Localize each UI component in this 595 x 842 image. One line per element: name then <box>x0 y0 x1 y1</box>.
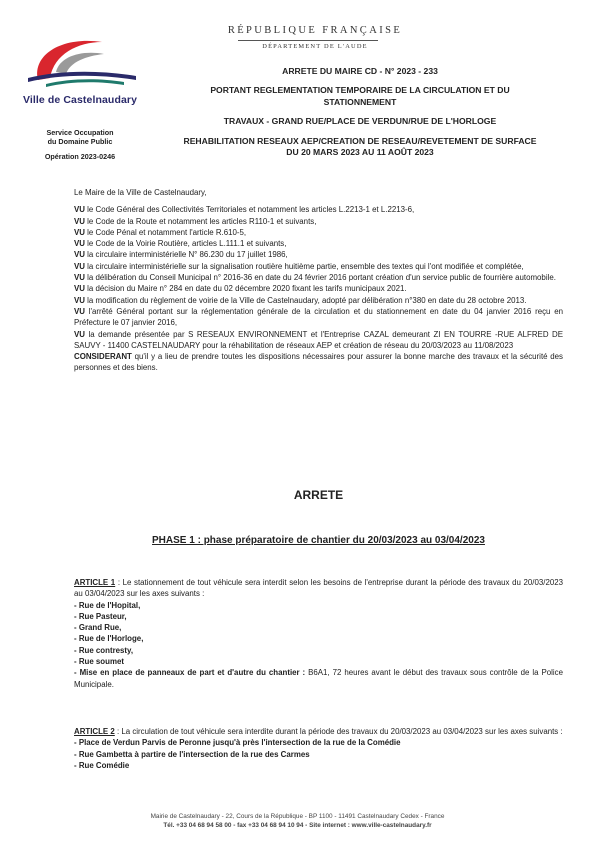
service-line-1: Service Occupation <box>46 128 114 137</box>
vu-text: la circulaire interministérielle sur la signalisation routière huitième partie, ensemble des textes qui l'ont modifiée et complétée, <box>84 261 524 271</box>
footer-address: Mairie de Castelnaudary - 22, Cours de la République - BP 1100 - 11491 Castelnaudary Cedex - France <box>150 813 445 820</box>
vu-text: la demande présentée par S RESEAUX ENVIRONNEMENT et l'Entreprise CAZAL demeurant ZI EN TOURRE -RUE ALFRED DE SAUVY - 11400 CASTELNAUDARY pour la réhabilitation de réseaux AEP et création de réseau du 20/03/2023 au 11/08/2023 <box>74 329 563 350</box>
vu-item <box>74 306 563 329</box>
decree-works: TRAVAUX - GRAND RUE/PLACE DE VERDUN/RUE DE L'HORLOGE <box>223 116 497 127</box>
vu-label: VU <box>74 250 85 260</box>
vu-item <box>74 261 563 272</box>
considerant-label: CONSIDERANT <box>74 352 132 362</box>
vu-text: la délibération du Conseil Municipal n° 2016-36 en date du 24 février 2016 portant création d'un service public de fourrière automobile. <box>84 273 556 283</box>
vu-label: VU <box>74 205 85 215</box>
department-heading: DÉPARTEMENT DE L'AUDE <box>262 43 368 50</box>
vu-text: le Code de la Voirie Routière, articles L.111.1 et suivants, <box>84 239 287 249</box>
vu-item <box>74 295 563 306</box>
operation-number: Opération 2023-0246 <box>44 152 116 161</box>
article-1-label: ARTICLE 1 <box>74 578 116 587</box>
city-name: Ville de Castelnaudary <box>22 94 138 106</box>
service-line-2: du Domaine Public <box>47 137 113 146</box>
street-item: - Rue Pasteur, <box>74 611 127 621</box>
vu-text: le Code Pénal et notamment l'article R.610-5, <box>84 227 247 237</box>
vu-label: VU <box>74 306 85 316</box>
vu-label: VU <box>74 284 85 294</box>
vu-label: VU <box>74 227 85 237</box>
vu-item <box>74 227 563 238</box>
considerant-text: qu'il y a lieu de prendre toutes les dispositions nécessaires pour assurer la bonne marche des travaux et la sécurité des personnes et des biens. <box>74 352 563 373</box>
arrete-heading: ARRETE <box>293 488 344 502</box>
logo-grey-arc <box>56 53 104 74</box>
article-2-text: ARTICLE 2 : La circulation de tout véhicule sera interdite durant la période des travaux du 20/03/2023 au 03/04/2023 sur les axes suivants : <box>74 727 563 736</box>
vu-label: VU <box>74 329 85 339</box>
mayor-intro: Le Maire de la Ville de Castelnaudary, <box>74 188 207 197</box>
vu-item <box>74 329 563 352</box>
vu-text: la décision du Maire n° 284 en date du 02 décembre 2020 fixant les tarifs municipaux 2021. <box>84 284 407 294</box>
decree-subject-2: STATIONNEMENT <box>323 96 397 107</box>
street-item: - Rue soumet <box>74 657 124 667</box>
article-1 <box>74 577 563 690</box>
street-item: - Rue contresty, <box>74 645 134 655</box>
vu-label: VU <box>74 239 85 249</box>
street-item: - Rue de l'Hopital, <box>74 600 141 610</box>
service-block <box>14 128 146 161</box>
vu-item <box>74 283 563 294</box>
decree-title-block <box>160 66 560 158</box>
panels-item: - Mise en place de panneaux de part et d'autre du chantier : B6A1, 72 heures avant le début des travaux sous contrôle de la Police Municipale. <box>74 668 563 689</box>
vu-item <box>74 238 563 249</box>
decree-subject-1: PORTANT REGLEMENTATION TEMPORAIRE DE LA CIRCULATION ET DU <box>210 85 510 96</box>
considerant-item <box>74 351 563 374</box>
vu-text: le Code de la Route et notamment les articles R110-1 et suivants, <box>84 216 317 226</box>
recitals <box>74 187 563 374</box>
republic-heading: RÉPUBLIQUE FRANÇAISE <box>227 25 403 36</box>
decree-dates: DU 20 MARS 2023 AU 11 AOÛT 2023 <box>286 147 434 158</box>
vu-label: VU <box>74 261 85 271</box>
vu-item <box>74 204 563 215</box>
article-1-text: ARTICLE 1 : Le stationnement de tout véhicule sera interdit selon les besoins de l'entreprise durant la période des travaux du 20/03/2023 au 03/04/2023 sur les axes suivants : <box>74 578 563 599</box>
street-item: - Grand Rue, <box>74 623 122 633</box>
decree-rehab: REHABILITATION RESEAUX AEP/CREATION DE RESEAU/REVETEMENT DE SURFACE <box>183 135 537 146</box>
page-footer <box>0 812 595 830</box>
street-item: - Place de Verdun Parvis de Peronne jusqu'à près l'intersection de la rue de la Comédie <box>74 738 401 748</box>
phase-heading: PHASE 1 : phase préparatoire de chantier du 20/03/2023 au 03/04/2023 <box>152 535 485 546</box>
street-item: - Rue Comédie <box>74 760 130 770</box>
vu-text: l'arrêté Général portant sur la réglementation générale de la circulation et du stationnement en date du 04 janvier 2016 reçu en Préfecture le 07 janvier 2016, <box>74 306 563 328</box>
vu-item <box>74 249 563 260</box>
article-2 <box>74 726 563 771</box>
vu-label: VU <box>74 216 85 226</box>
street-item: - Rue de l'Horloge, <box>74 634 144 644</box>
footer-contact: Tél. +33 04 68 94 58 00 - fax +33 04 68 94 10 94 - Site internet : www.ville-castelnaudary.fr <box>163 822 432 829</box>
vu-label: VU <box>74 273 85 283</box>
heading-divider <box>238 40 378 41</box>
vu-text: la circulaire interministérielle N° 86.230 du 17 juillet 1986, <box>84 250 288 260</box>
street-item: - Rue Gambetta à partire de l'intersection de la rue des Carmes <box>74 749 310 759</box>
vu-item <box>74 216 563 227</box>
vu-item <box>74 272 563 283</box>
vu-text: le Code Général des Collectivités Territoriales et notamment les articles L.2213-1 et L.2213-6, <box>84 205 415 215</box>
logo-teal-wave <box>46 79 124 87</box>
vu-text: la modification du règlement de voirie de la Ville de Castelnaudary, adopté par délibération n°380 en date du 28 octobre 2013. <box>84 295 527 305</box>
vu-label: VU <box>74 295 85 305</box>
decree-number: ARRETE DU MAIRE CD - N° 2023 - 233 <box>282 66 438 76</box>
article-2-label: ARTICLE 2 <box>74 727 115 736</box>
